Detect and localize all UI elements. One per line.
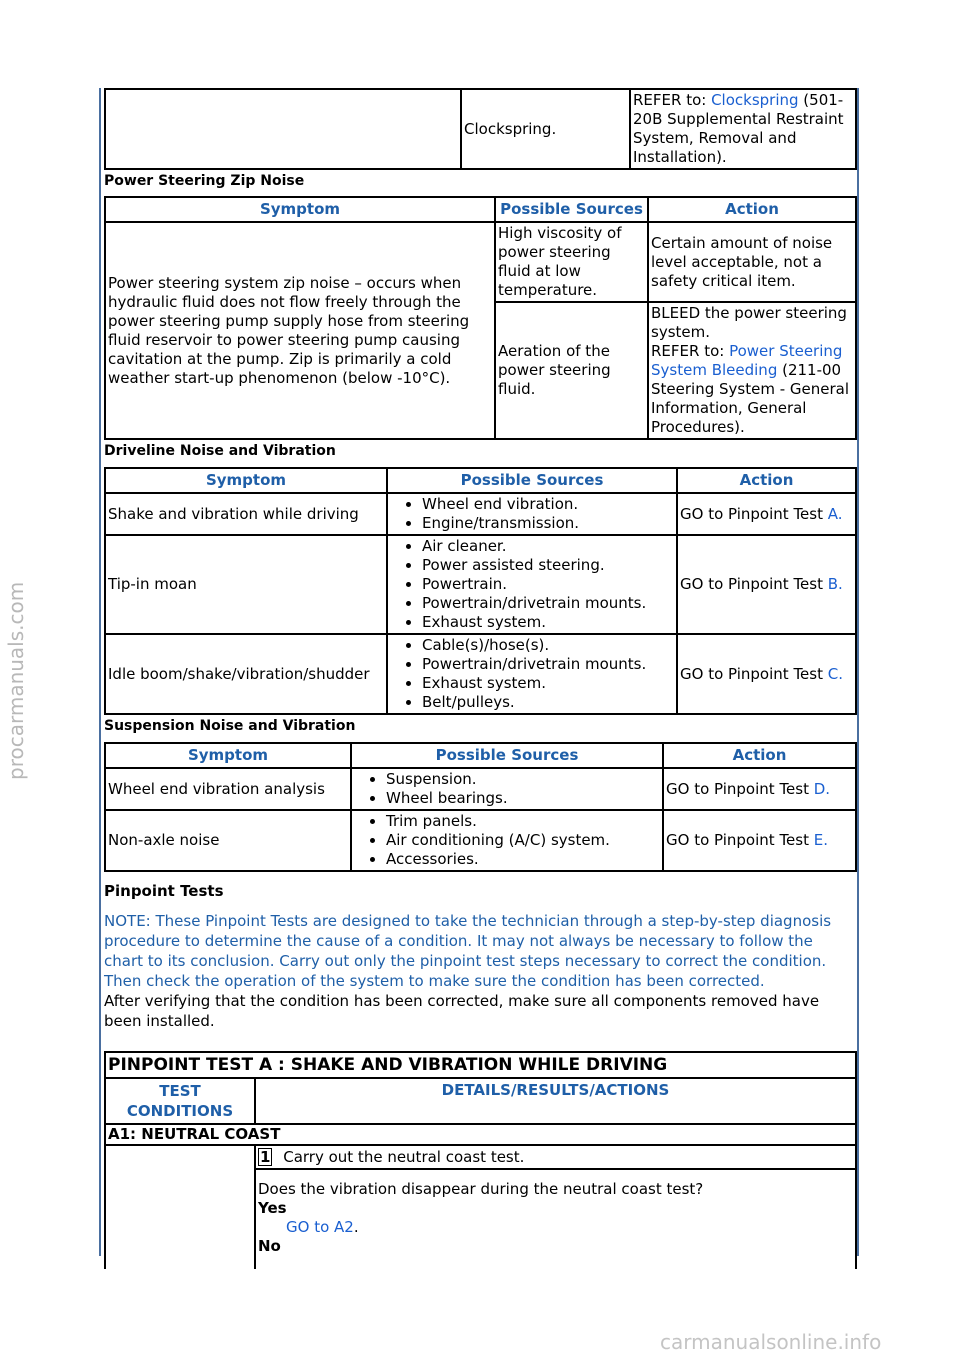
header-possible-sources: Possible Sources bbox=[351, 743, 663, 768]
power-steering-bleeding-link[interactable]: Power Steering System Bleeding bbox=[651, 342, 843, 379]
yes-label: Yes bbox=[258, 1199, 287, 1217]
table-header-row bbox=[105, 743, 856, 768]
pinpoint-test-b-link[interactable]: B. bbox=[827, 575, 843, 593]
pinpoint-test-d-link[interactable]: D. bbox=[813, 779, 831, 798]
sources-cell bbox=[351, 768, 663, 810]
list-item: • Air cleaner. bbox=[422, 537, 674, 556]
list-item: • Powertrain/drivetrain mounts. bbox=[422, 594, 674, 613]
symptom-cell: Non-axle noise bbox=[105, 810, 351, 871]
table-row bbox=[105, 535, 856, 634]
list-item: • Accessories. bbox=[386, 850, 660, 869]
go-to-a2-link[interactable]: GO to A2 bbox=[286, 1218, 354, 1236]
header-details-results-actions: DETAILS/RESULTS/ACTIONS bbox=[255, 1078, 856, 1124]
header-action: Action bbox=[663, 743, 856, 768]
list-item: • Exhaust system. bbox=[422, 613, 674, 632]
action-cell: Certain amount of noise level acceptable, not a safety critical item. bbox=[648, 222, 856, 302]
symptom-cell: Wheel end vibration analysis bbox=[105, 768, 351, 810]
source-cell: Aeration of the power steering fluid. bbox=[495, 302, 648, 439]
step-number: 1 bbox=[260, 1148, 271, 1166]
symptom-cell: Tip-in moan bbox=[105, 535, 387, 634]
pinpoint-test-a-link[interactable]: A. bbox=[827, 504, 843, 523]
list-item: • Engine/transmission. bbox=[422, 514, 674, 533]
page-frame-left bbox=[99, 88, 101, 1256]
action-cell: BLEED the power steering system. REFER to: Power Steering System Bleeding (211-00 Steering System - General Information, General Procedures). bbox=[648, 302, 856, 439]
table-row bbox=[105, 1052, 856, 1078]
pinpoint-tests-heading: Pinpoint Tests bbox=[104, 882, 224, 900]
list-item: • Powertrain/drivetrain mounts. bbox=[422, 655, 674, 674]
source-cell: Clockspring. bbox=[461, 89, 630, 169]
list-item: • Wheel end vibration. bbox=[422, 495, 674, 514]
clockspring-link[interactable]: Clockspring bbox=[711, 91, 799, 109]
page-frame-right bbox=[857, 88, 859, 1256]
zip-noise-table bbox=[104, 196, 857, 440]
list-item: • Exhaust system. bbox=[422, 674, 674, 693]
section-title-zip-noise: Power Steering Zip Noise bbox=[104, 173, 305, 189]
section-title-suspension: Suspension Noise and Vibration bbox=[104, 718, 356, 734]
table-header-row bbox=[105, 468, 856, 493]
symptom-cell: Shake and vibration while driving bbox=[105, 493, 387, 535]
table-header-row bbox=[105, 1078, 856, 1124]
pinpoint-after-text: After verifying that the condition has been corrected, make sure all components removed have been installed. bbox=[104, 992, 820, 1030]
clockspring-table bbox=[104, 88, 857, 170]
list-item: • Suspension. bbox=[386, 770, 660, 789]
list-item: • Power assisted steering. bbox=[422, 556, 674, 575]
header-action: Action bbox=[677, 468, 856, 493]
no-label: No bbox=[258, 1237, 281, 1255]
header-symptom: Symptom bbox=[105, 743, 351, 768]
action-cell: GO to Pinpoint Test B. bbox=[677, 535, 856, 634]
pinpoint-test-a-table bbox=[104, 1051, 857, 1269]
table-row bbox=[105, 1124, 856, 1145]
symptom-cell: Idle boom/shake/vibration/shudder bbox=[105, 634, 387, 714]
page-content bbox=[104, 88, 855, 1269]
suspension-table bbox=[104, 742, 857, 872]
table-row bbox=[105, 810, 856, 871]
question-text: Does the vibration disappear during the neutral coast test? bbox=[258, 1180, 704, 1198]
sources-cell bbox=[351, 810, 663, 871]
list-item: • Trim panels. bbox=[386, 812, 660, 831]
list-item: • Cable(s)/hose(s). bbox=[422, 636, 674, 655]
list-item: • Powertrain. bbox=[422, 575, 674, 594]
header-action: Action bbox=[648, 197, 856, 222]
pinpoint-note: NOTE: These Pinpoint Tests are designed to take the technician through a step-by-step diagnosis procedure to determine the cause of a condition. It may not always be necessary to follow the chart to its conclusion. Carry out only the pinpoint test steps necessary to correct the condition. Then check the operation of the system to make sure the condition has been corrected. bbox=[104, 912, 832, 990]
watermark-bottom: carmanualsonline.info bbox=[660, 1330, 882, 1354]
table-row bbox=[105, 493, 856, 535]
symptom-cell bbox=[105, 89, 461, 169]
step-text: Carry out the neutral coast test. bbox=[283, 1148, 525, 1166]
sources-cell bbox=[387, 493, 677, 535]
driveline-table bbox=[104, 467, 857, 715]
header-symptom: Symptom bbox=[105, 197, 495, 222]
action-cell: GO to Pinpoint Test A. bbox=[677, 493, 856, 535]
sources-cell bbox=[387, 634, 677, 714]
step-cell bbox=[255, 1145, 856, 1169]
source-cell: High viscosity of power steering fluid at low temperature. bbox=[495, 222, 648, 302]
table-row bbox=[105, 222, 856, 302]
header-symptom: Symptom bbox=[105, 468, 387, 493]
pinpoint-test-a-title: PINPOINT TEST A : SHAKE AND VIBRATION WHILE DRIVING bbox=[105, 1052, 856, 1078]
action-cell: GO to Pinpoint Test C. bbox=[677, 634, 856, 714]
list-item: • Air conditioning (A/C) system. bbox=[386, 831, 660, 850]
pinpoint-test-c-link[interactable]: C. bbox=[827, 664, 843, 683]
action-cell: GO to Pinpoint Test D. bbox=[663, 768, 856, 810]
header-possible-sources: Possible Sources bbox=[495, 197, 648, 222]
test-conditions-cell bbox=[105, 1145, 255, 1269]
table-row bbox=[105, 1145, 856, 1169]
table-row bbox=[105, 768, 856, 810]
list-item: • Wheel bearings. bbox=[386, 789, 660, 808]
sources-cell bbox=[387, 535, 677, 634]
step-a1-title: A1: NEUTRAL COAST bbox=[105, 1124, 856, 1145]
header-possible-sources: Possible Sources bbox=[387, 468, 677, 493]
action-cell: GO to Pinpoint Test E. bbox=[663, 810, 856, 871]
watermark-side: procarmanuals.com bbox=[4, 581, 28, 780]
header-test-conditions: TEST CONDITIONS bbox=[105, 1078, 255, 1124]
table-header-row bbox=[105, 197, 856, 222]
section-title-driveline: Driveline Noise and Vibration bbox=[104, 443, 336, 459]
pinpoint-test-e-link[interactable]: E. bbox=[813, 831, 828, 849]
list-item: • Belt/pulleys. bbox=[422, 693, 674, 712]
symptom-cell: Power steering system zip noise – occurs when hydraulic fluid does not flow freely through the power steering pump supply hose from steering fluid reservoir to power steering pump causing cavitation at the pump. Zip is primarily a cold weather start-up phenomenon (below -10°C). bbox=[105, 222, 495, 439]
table-row bbox=[105, 89, 856, 169]
action-cell: REFER to: Clockspring (501-20B Supplemental Restraint System, Removal and Installation). bbox=[630, 89, 856, 169]
table-row bbox=[105, 634, 856, 714]
results-cell: Does the vibration disappear during the neutral coast test? Yes GO to A2. No bbox=[255, 1169, 856, 1269]
